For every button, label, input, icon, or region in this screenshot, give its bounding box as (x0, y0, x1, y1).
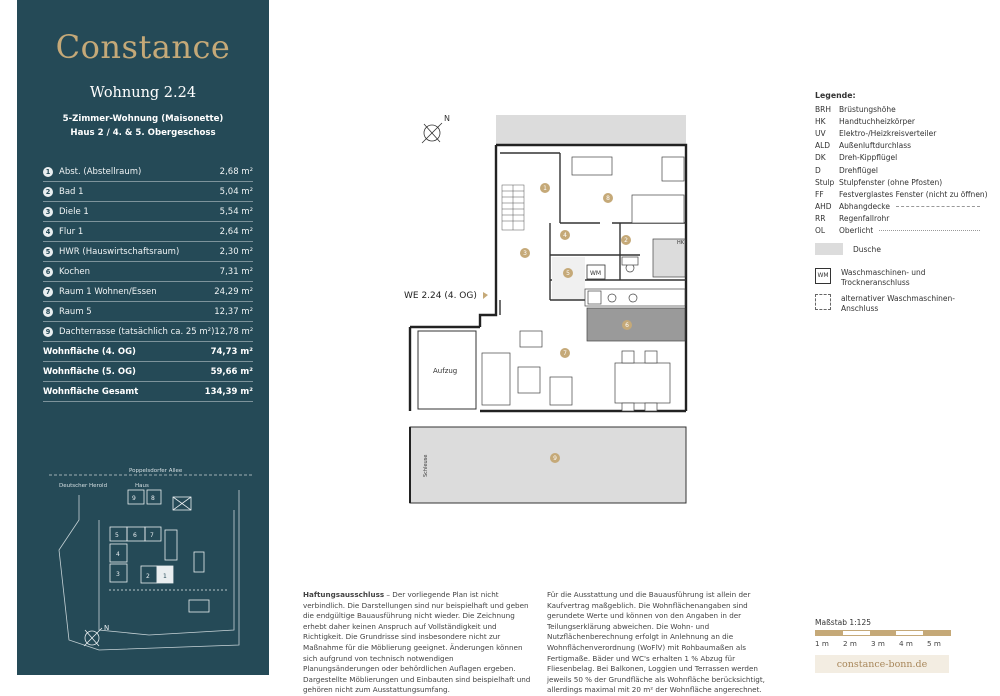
legend-text: Oberlicht (839, 226, 874, 236)
legend-row (815, 115, 990, 127)
plan-room-4: 4 (563, 232, 567, 239)
floor-plan (400, 105, 700, 525)
room-name: Diele 1 (59, 206, 89, 217)
room-area: 12,37 m² (214, 306, 253, 317)
room-area: 5,04 m² (219, 186, 253, 197)
room-name: Raum 5 (59, 306, 92, 317)
legend-abbr: RR (815, 214, 826, 224)
site-house-5: 5 (115, 532, 119, 539)
room-name: Abst. (Abstellraum) (59, 166, 142, 177)
site-house-2: 2 (146, 573, 150, 580)
disclaimer-heading: Haftungsausschluss (303, 590, 385, 599)
room-row (43, 202, 253, 222)
room-number-badge: 3 (43, 207, 53, 217)
room-number-badge: 1 (43, 167, 53, 177)
total-area: 74,73 m² (210, 346, 253, 357)
legend-row (815, 127, 990, 139)
site-label-left: Deutscher Herold (59, 483, 108, 489)
website-link[interactable]: constance-bonn.de (815, 655, 949, 673)
total-row (43, 382, 253, 402)
legend-row (815, 103, 990, 115)
scale-tick: 5 m (927, 639, 941, 648)
room-row (43, 282, 253, 302)
roof-terrace (410, 427, 686, 503)
legend-alt-wm (815, 294, 955, 314)
legend-text: Regenfallrohr (839, 214, 890, 224)
room-area: 2,68 m² (219, 166, 253, 177)
legend-text: Dreh-Kippflügel (839, 153, 898, 163)
legend-text: Außenluftdurchlass (839, 141, 912, 151)
legend-abbr: HK (815, 116, 826, 126)
plan-north-label: N (444, 114, 450, 123)
total-area: 134,39 m² (204, 386, 253, 397)
total-area: 59,66 m² (210, 366, 253, 377)
legend-row (815, 152, 990, 164)
legend-abbr: UV (815, 128, 826, 138)
scale-tick: 4 m (899, 639, 913, 648)
legend-row (815, 213, 990, 225)
scale-tick: 2 m (843, 639, 857, 648)
legend-text: Brüstungshöhe (839, 104, 896, 114)
total-name: Wohnfläche (5. OG) (43, 366, 136, 377)
room-row (43, 222, 253, 242)
alt-wm-symbol-icon (815, 294, 831, 310)
legend-text: Abhangdecke (839, 202, 890, 212)
legend-abbr: Stulp (815, 177, 835, 187)
site-house-7: 7 (150, 532, 154, 539)
room-name: Kochen (59, 266, 91, 277)
unit-type: 5-Zimmer-Wohnung (Maisonette) (62, 114, 224, 124)
wm-symbol-icon: WM (815, 268, 831, 284)
legend-dusche-text: Dusche (853, 244, 881, 254)
legend-heading: Legende: (815, 91, 856, 100)
unit-tag-arrow-icon (483, 292, 488, 299)
living-furniture (482, 331, 670, 411)
shaft-label: Schleuse (423, 454, 429, 477)
disclaimer-col1 (303, 590, 531, 696)
room-number-badge: 6 (43, 267, 53, 277)
room-area: 2,30 m² (219, 246, 253, 257)
room-row (43, 242, 253, 262)
legend (815, 91, 990, 237)
total-row (43, 342, 253, 362)
sidebar-panel (17, 0, 269, 675)
legend-abbr: D (815, 165, 821, 175)
total-name: Wohnfläche (4. OG) (43, 346, 136, 357)
legend-row (815, 176, 990, 188)
plan-room-1: 1 (543, 185, 547, 192)
unit-tag: WE 2.24 (4. OG) (404, 291, 477, 301)
plan-room-9: 9 (553, 455, 557, 462)
plan-compass-icon (422, 123, 442, 143)
site-street-label: Poppelsdorfer Allee (129, 468, 183, 474)
room-name: Dachterrasse (tatsächlich ca. 25 m²) (59, 326, 215, 337)
legend-abbr: DK (815, 153, 826, 163)
legend-text: Stulpfenster (ohne Pfosten) (839, 177, 943, 187)
legend-row (815, 164, 990, 176)
wm-label: WM (590, 270, 602, 277)
legend-abbr: BRH (815, 104, 831, 114)
legend-row (815, 188, 990, 200)
unit-title: Wohnung 2.24 (89, 85, 197, 101)
scale-tick: 1 m (815, 639, 829, 648)
legend-wm-line1: Waschmaschinen- und (841, 268, 926, 277)
brand-logo: Constance (55, 28, 231, 66)
site-house-3: 3 (116, 571, 120, 578)
room-name: HWR (Hauswirtschaftsraum) (59, 246, 180, 257)
room-area: 2,64 m² (219, 226, 253, 237)
plan-room-5: 5 (566, 270, 570, 277)
room-number-badge: 8 (43, 307, 53, 317)
room-area: 5,54 m² (219, 206, 253, 217)
disclaimer-col2 (547, 590, 775, 696)
upper-terrace (496, 115, 686, 145)
legend-row (815, 201, 990, 213)
plan-room-3: 3 (523, 250, 527, 257)
legend-dusche (815, 243, 881, 255)
room-number-badge: 5 (43, 247, 53, 257)
legend-text: Drehflügel (839, 165, 878, 175)
site-house-8: 8 (151, 495, 155, 502)
legend-wm-line2: Trockneranschluss (841, 278, 910, 287)
room-row (43, 182, 253, 202)
total-name: Wohnfläche Gesamt (43, 386, 139, 397)
room-row (43, 162, 253, 182)
legend-row (815, 225, 990, 237)
plan-room-7: 7 (563, 350, 567, 357)
legend-abbr: ALD (815, 141, 831, 151)
room-name: Flur 1 (59, 226, 84, 237)
legend-text: Festverglastes Fenster (nicht zu öffnen) (839, 189, 988, 199)
unit-location: Haus 2 / 4. & 5. Obergeschoss (70, 128, 216, 138)
room-row (43, 262, 253, 282)
room-list (43, 162, 253, 402)
room-number-badge: 7 (43, 287, 53, 297)
disclaimer-text-2: Für die Ausstattung und die Bauausführung ist allein der Kaufvertrag maßgeblich. Die Wohnflächenangaben sind gerundete Werte und können von den Angaben in der Teilungserklärung abweichen. Die Wohn- und Nutzflächenberechnung erfolgt in Anlehnung an die Wohnflächenverordnung (WoFlV) mit Rohbaumaßen als Fertigmaße. Bäder und WC's erhalten 1 % Abzug für Fliesenbelag. Bei Balkonen, Loggien und Terrassen werden jeweils 50 % der Grundfläche als Wohnfläche berücksichtigt, allerdings maximal mit 20 m² der Wohnfläche angerechnet. (547, 590, 765, 695)
room-row (43, 322, 253, 342)
stairs (502, 185, 524, 230)
scale-bar (815, 630, 951, 636)
legend-text: Handtuchheizkörper (839, 116, 915, 126)
room-area: 7,31 m² (219, 266, 253, 277)
elevator-label: Aufzug (433, 367, 458, 375)
dotdash-line-icon (879, 230, 980, 231)
site-label-haus: Haus (135, 483, 149, 489)
plan-room-8: 8 (606, 195, 610, 202)
plan-room-6: 6 (625, 322, 629, 329)
total-row (43, 362, 253, 382)
room-name: Bad 1 (59, 186, 84, 197)
legend-alt-line2: Anschluss (841, 304, 879, 313)
legend-abbr: AHD (815, 202, 832, 212)
dash-line-icon (896, 206, 980, 207)
site-compass-icon (84, 628, 102, 646)
room-area: 12,78 m² (214, 326, 254, 337)
kitchen (585, 289, 685, 341)
legend-row (815, 140, 990, 152)
site-house-9: 9 (132, 495, 136, 502)
site-house-6: 6 (133, 532, 137, 539)
site-house-1: 1 (163, 573, 167, 580)
shower-swatch-icon (815, 243, 843, 255)
site-north-label: N (104, 624, 110, 632)
scale-ticks (815, 639, 955, 648)
legend-alt-line1: alternativer Waschmaschinen- (841, 294, 955, 303)
site-map (39, 460, 259, 665)
unit-subtitle (17, 112, 269, 140)
room-number-badge: 4 (43, 227, 53, 237)
legend-wm (815, 268, 926, 288)
room-row (43, 302, 253, 322)
hk-label: HK (677, 240, 685, 246)
room-area: 24,29 m² (214, 286, 253, 297)
disclaimer-text-1: – Der vorliegende Plan ist nicht verbindlich. Die Darstellungen sind nur beispielhaft und geben die endgültige Bauausführung nicht wieder. Die Zeichnung erhebt daher keinen Anspruch auf Vollständigkeit und Richtigkeit. Die Grundrisse sind insbesondere nicht zur Maßnahme für die Möblierung geeignet. Änderungen können sich aufgrund von technisch notwendigen Planungsänderungen oder behördlichen Auflagen ergeben. Dargestellte Möblierungen und Einbauten sind beispielhaft und gehören nicht zum Ausstattungsumfang. (303, 590, 531, 695)
site-house-4: 4 (116, 551, 120, 558)
scale-tick: 3 m (871, 639, 885, 648)
room-name: Raum 1 Wohnen/Essen (59, 286, 157, 297)
room-number-badge: 2 (43, 187, 53, 197)
legend-abbr: FF (815, 189, 824, 199)
scale-label: Maßstab 1:125 (815, 618, 871, 627)
plan-room-2: 2 (624, 237, 628, 244)
legend-abbr: OL (815, 226, 826, 236)
room-number-badge: 9 (43, 327, 53, 337)
legend-text: Elektro-/Heizkreisverteiler (839, 128, 937, 138)
bath-fixtures (622, 239, 685, 277)
